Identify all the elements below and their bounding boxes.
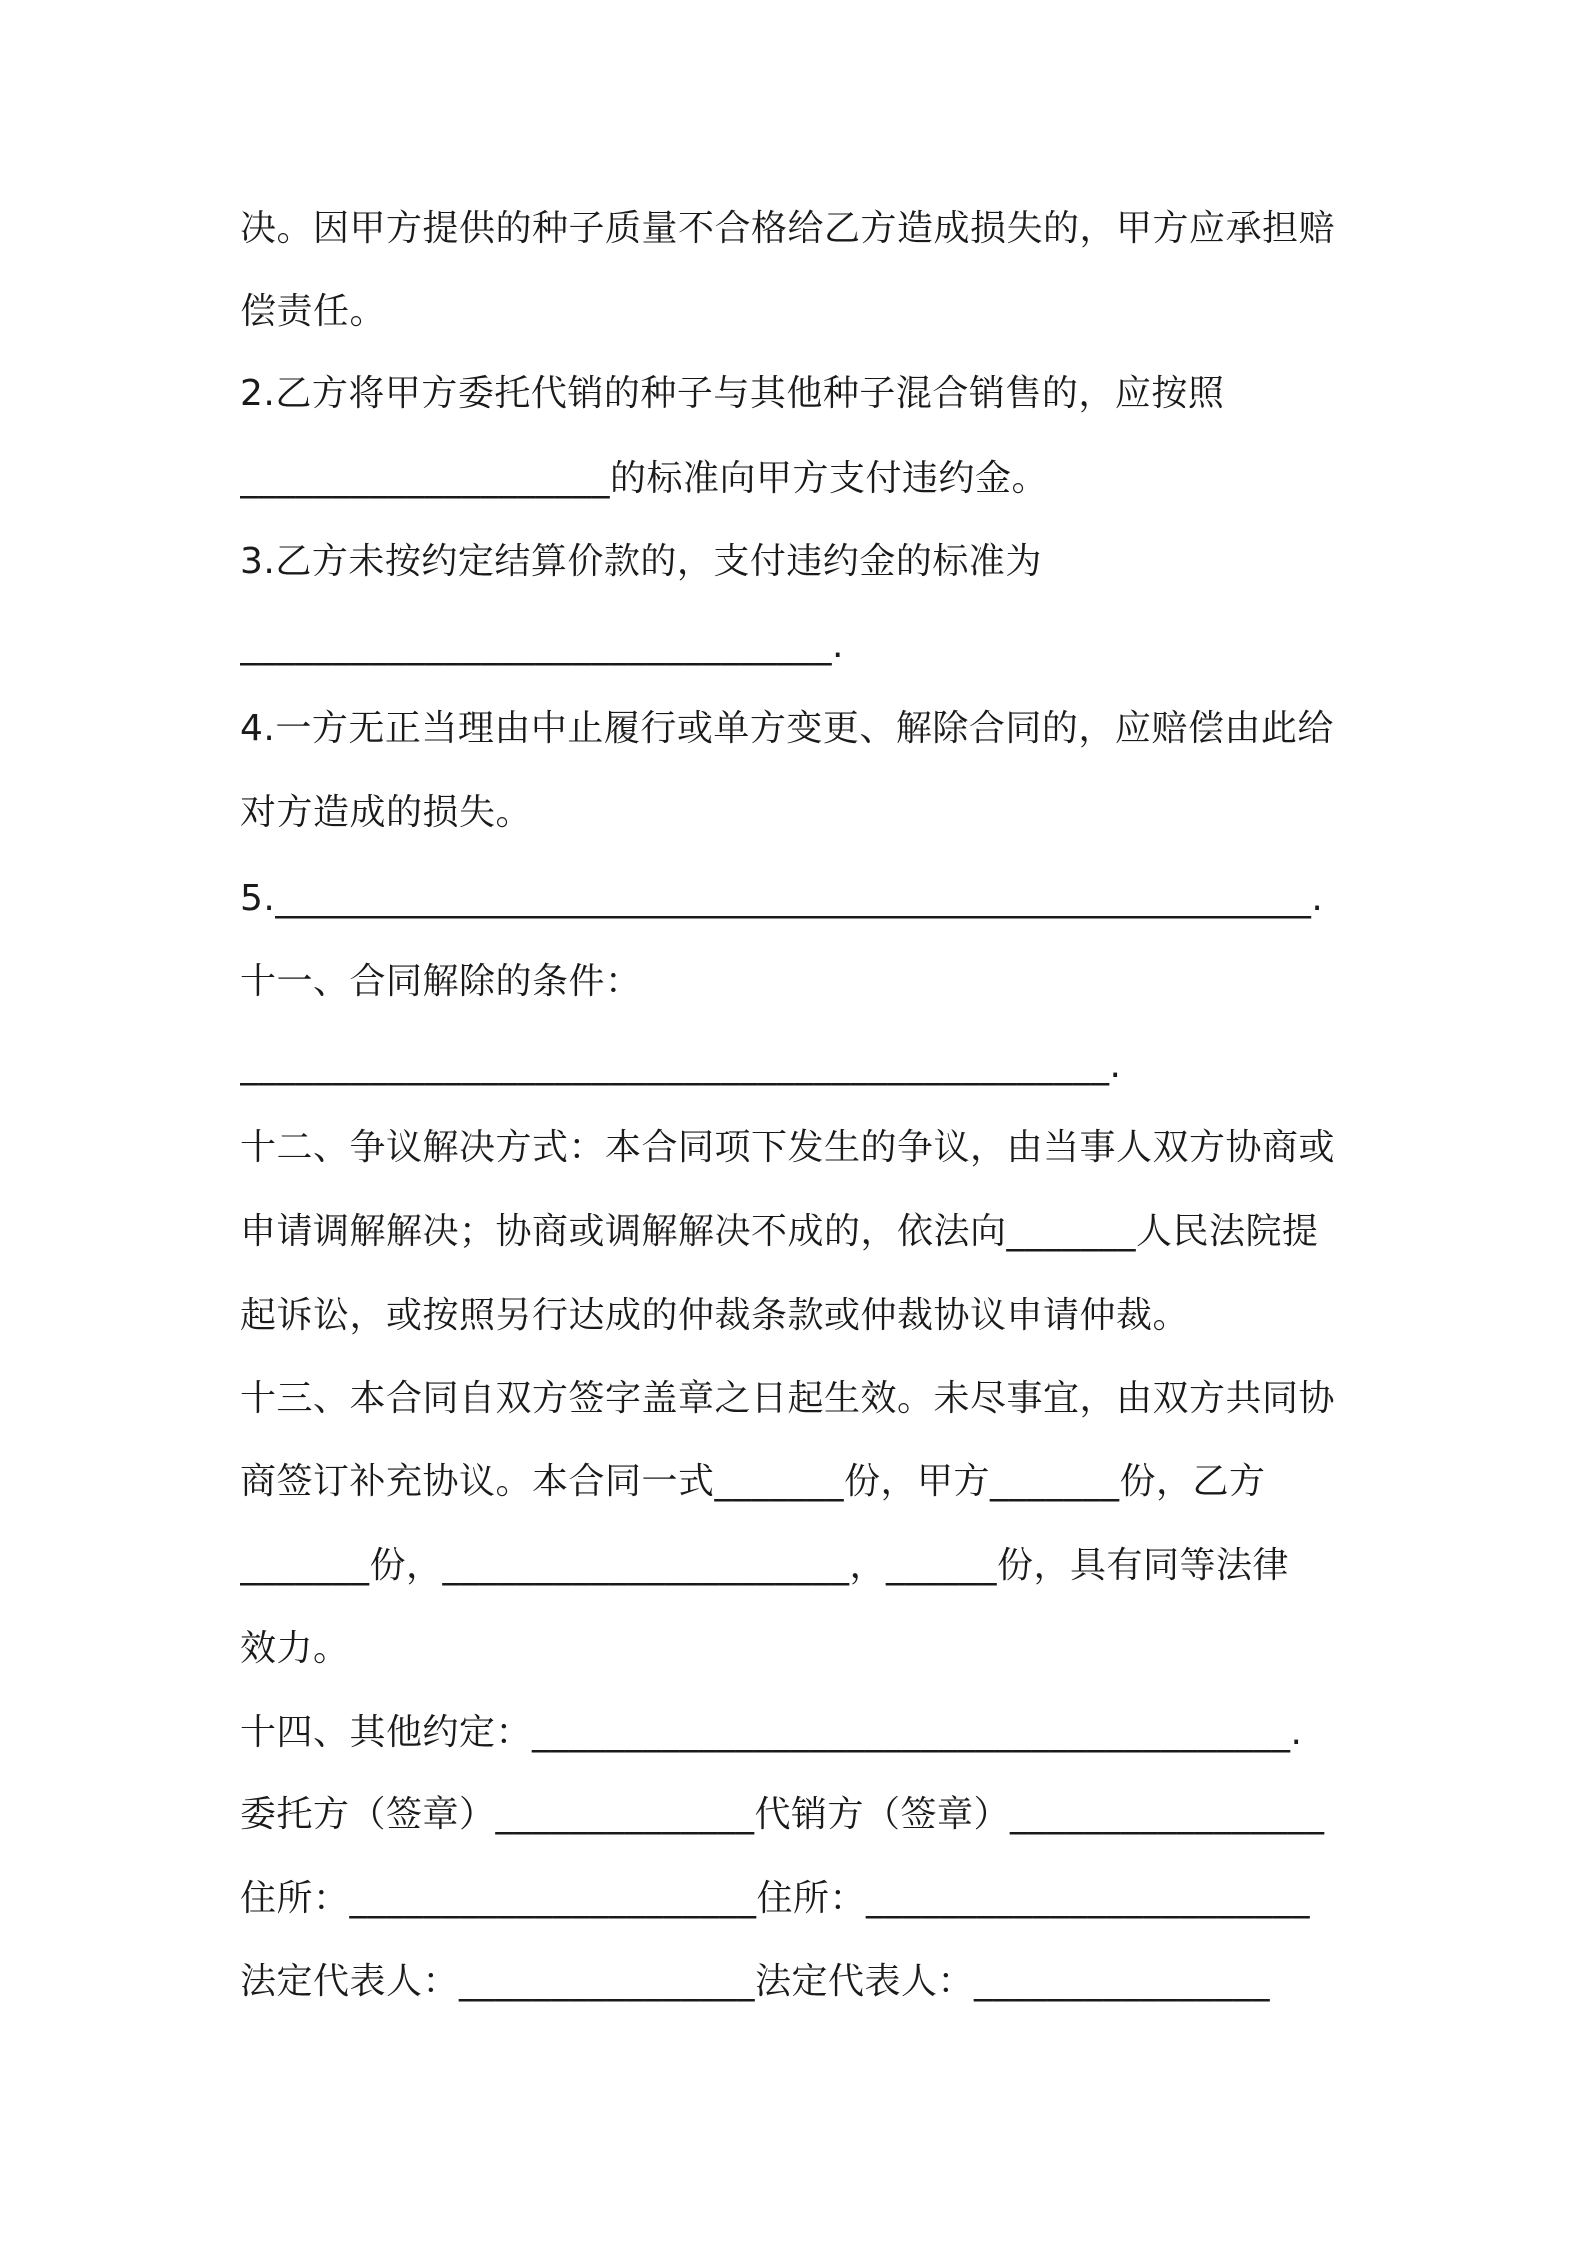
clause-10-3-line-2: ________________________________. [240, 625, 844, 666]
clause-14: 十四、其他约定：_________________________________________. [240, 1712, 1303, 1753]
clause-13-line-1: 十三、本合同自双方签字盖章之日起生效。未尽事宜，由双方共同协 [240, 1378, 1336, 1419]
clause-13-line-4: 效力。 [240, 1628, 350, 1669]
signature-address-row: 住所：______________________住所：________________________ [240, 1878, 1311, 1919]
clause-10-5: 5.________________________________________________________. [240, 878, 1324, 919]
clause-12-line-3: 起诉讼，或按照另行达成的仲裁条款或仲裁协议申请仲裁。 [240, 1295, 1190, 1336]
clause-10-2-line-2: ____________________的标准向甲方支付违约金。 [240, 458, 1049, 499]
signature-parties-row: 委托方（签章）______________代销方（签章）_________________ [240, 1794, 1325, 1835]
clause-11-heading: 十一、合同解除的条件： [240, 961, 642, 1002]
clause-10-4-line-1: 4.一方无正当理由中止履行或单方变更、解除合同的，应赔偿由此给 [240, 708, 1334, 749]
clause-12-line-1: 十二、争议解决方式：本合同项下发生的争议，由当事人双方协商或 [240, 1127, 1336, 1168]
clause-10-1-continuation: 决。因甲方提供的种子质量不合格给乙方造成损失的，甲方应承担赔 [240, 208, 1336, 249]
clause-13-line-3: _______份，______________________，______份，具有同等法律 [240, 1545, 1290, 1586]
clause-10-4-line-2: 对方造成的损失。 [240, 792, 533, 833]
clause-12-line-2: 申请调解解决；协商或调解解决不成的，依法向_______人民法院提 [240, 1211, 1319, 1252]
clause-11-blank: _______________________________________________. [240, 1045, 1122, 1086]
clause-13-line-2: 商签订补充协议。本合同一式_______份，甲方_______份，乙方 [240, 1461, 1266, 1502]
clause-10-3-line-1: 3.乙方未按约定结算价款的，支付违约金的标准为 [240, 541, 1042, 582]
clause-10-1-end: 偿责任。 [240, 291, 387, 332]
signature-representative-row: 法定代表人：________________法定代表人：________________ [240, 1961, 1271, 2002]
clause-10-2-line-1: 2.乙方将甲方委托代销的种子与其他种子混合销售的，应按照 [240, 373, 1225, 414]
